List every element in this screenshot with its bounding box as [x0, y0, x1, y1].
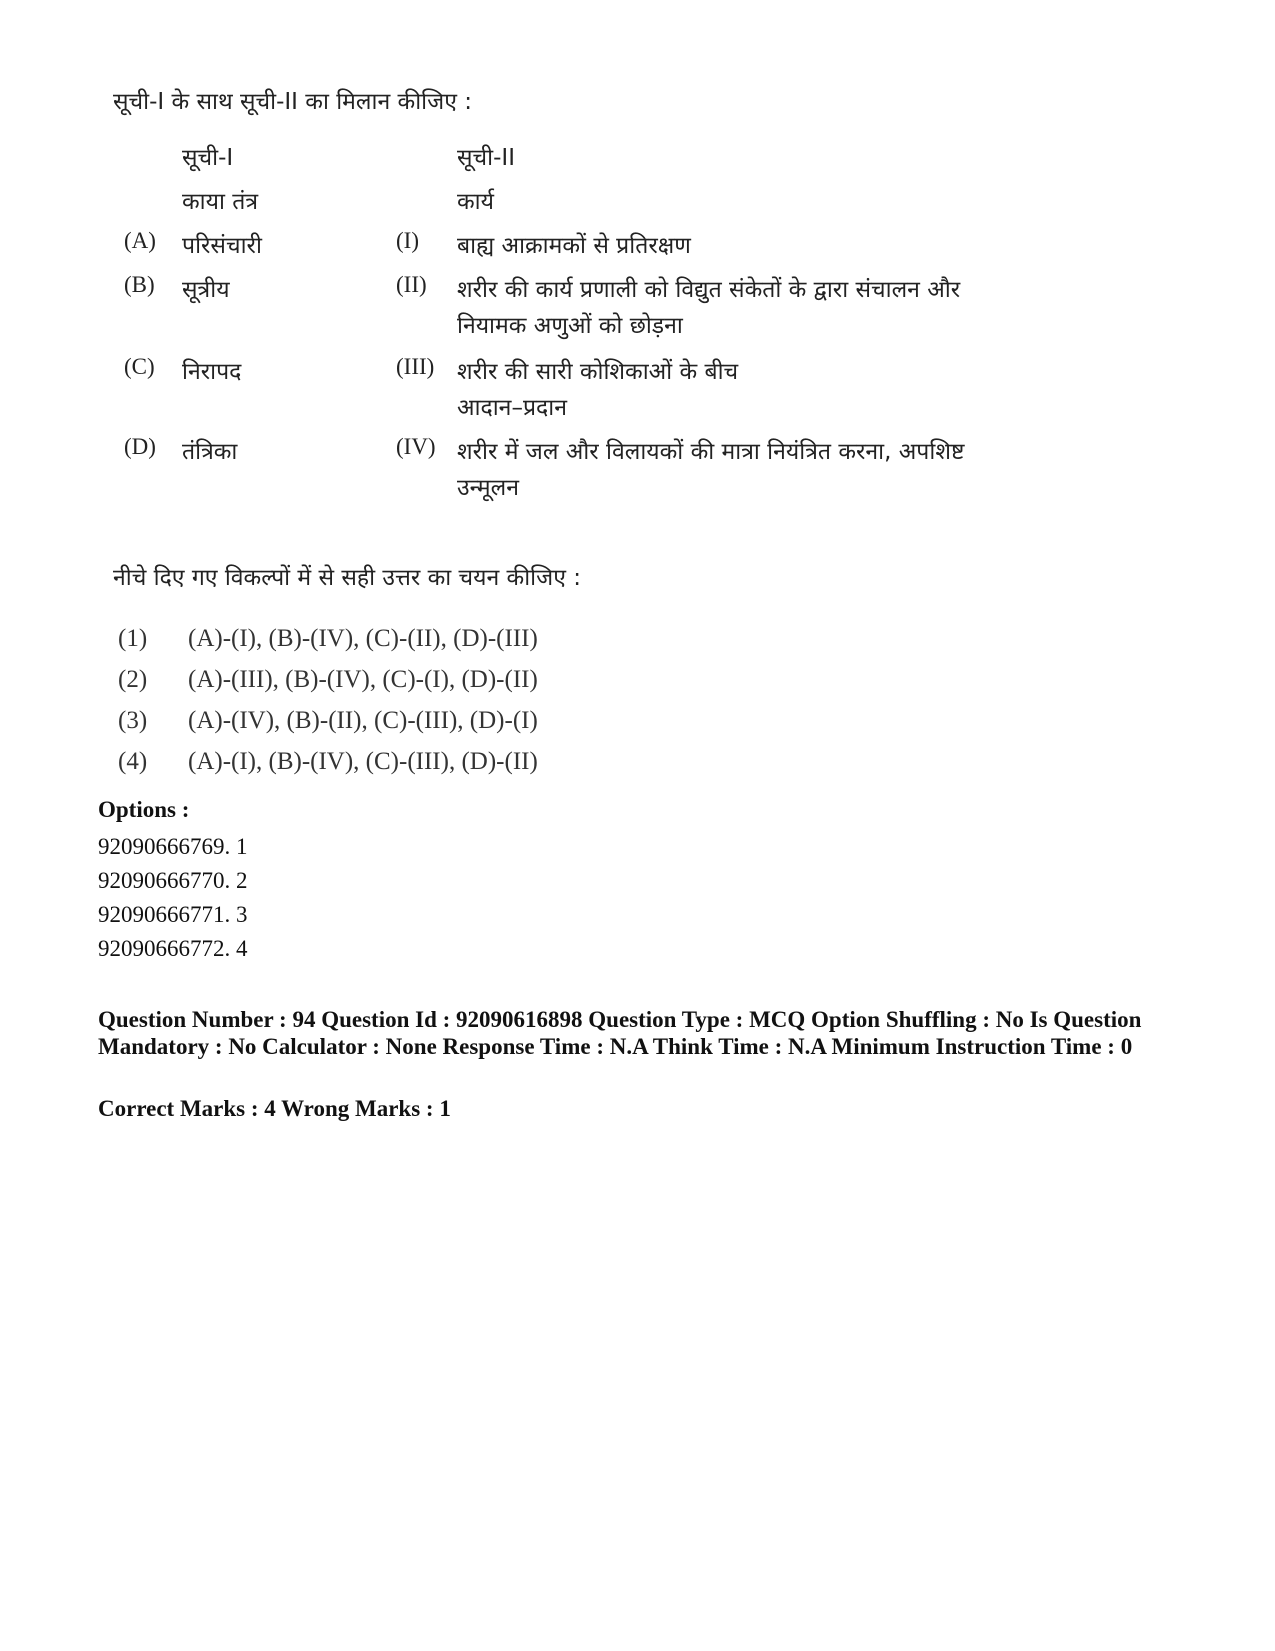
option-item: 92090666772. 4 — [98, 936, 248, 961]
choice-number: (1) — [118, 625, 148, 652]
choice-number: (3) — [118, 707, 148, 734]
row-letter: (C) — [124, 354, 155, 379]
match-row-a — [124, 228, 884, 272]
list1-subheader: काया तंत्र — [182, 189, 259, 215]
row-term: तंत्रिका — [182, 439, 238, 465]
row-number: (IV) — [396, 434, 436, 459]
row-description: शरीर की कार्य प्रणाली को विद्युत संकेतों के द्वारा संचालन और नियामक अणुओं को छोड़ना — [457, 277, 961, 339]
choice-number: (4) — [118, 748, 148, 775]
question-meta: Question Number : 94 Question Id : 92090616898 Question Type : MCQ Option Shuffling : No Is Question Mandatory : No Calculator : None Response Time : N.A Think Time : N.A Minimum Instruction Time : 0 — [98, 1007, 1142, 1059]
match-row-c — [124, 354, 884, 434]
list2-header: सूची-II — [457, 145, 515, 171]
choice-text: (A)-(IV), (B)-(II), (C)-(III), (D)-(I) — [188, 707, 538, 734]
option-item: 92090666771. 3 — [98, 902, 248, 927]
row-letter: (B) — [124, 272, 155, 297]
choice-text: (A)-(I), (B)-(IV), (C)-(III), (D)-(II) — [188, 748, 538, 775]
row-letter: (D) — [124, 434, 156, 459]
options-label: Options : — [98, 797, 190, 822]
option-item: 92090666770. 2 — [98, 868, 248, 893]
row-term: सूत्रीय — [182, 277, 230, 303]
row-description: बाह्य आक्रामकों से प्रतिरक्षण — [457, 233, 691, 259]
match-row-d — [124, 434, 965, 514]
choice-text: (A)-(III), (B)-(IV), (C)-(I), (D)-(II) — [188, 666, 538, 693]
option-item: 92090666769. 1 — [98, 834, 248, 859]
row-number: (I) — [396, 228, 419, 253]
list-headers — [124, 140, 884, 184]
instruction-text: नीचे दिए गए विकल्पों में से सही उत्तर का चयन कीजिए : — [113, 565, 581, 591]
list2-subheader: कार्य — [457, 189, 494, 215]
row-letter: (A) — [124, 228, 156, 253]
options-list — [98, 830, 248, 966]
row-term: परिसंचारी — [182, 233, 262, 259]
question-heading: सूची-I के साथ सूची-II का मिलान कीजिए : — [113, 89, 472, 115]
row-term: निरापद — [182, 359, 242, 385]
row-description: शरीर की सारी कोशिकाओं के बीच आदान–प्रदान — [457, 359, 739, 421]
match-row-b — [124, 272, 961, 354]
list-subheaders — [124, 184, 884, 228]
list1-header: सूची-I — [182, 145, 234, 171]
row-description: शरीर में जल और विलायकों की मात्रा नियंत्रित करना, अपशिष्ट उन्मूलन — [457, 439, 965, 501]
question-marks: Correct Marks : 4 Wrong Marks : 1 — [98, 1096, 451, 1121]
choice-text: (A)-(I), (B)-(IV), (C)-(II), (D)-(III) — [188, 625, 538, 652]
row-number: (II) — [396, 272, 427, 297]
choice-number: (2) — [118, 666, 148, 693]
row-number: (III) — [396, 354, 435, 379]
